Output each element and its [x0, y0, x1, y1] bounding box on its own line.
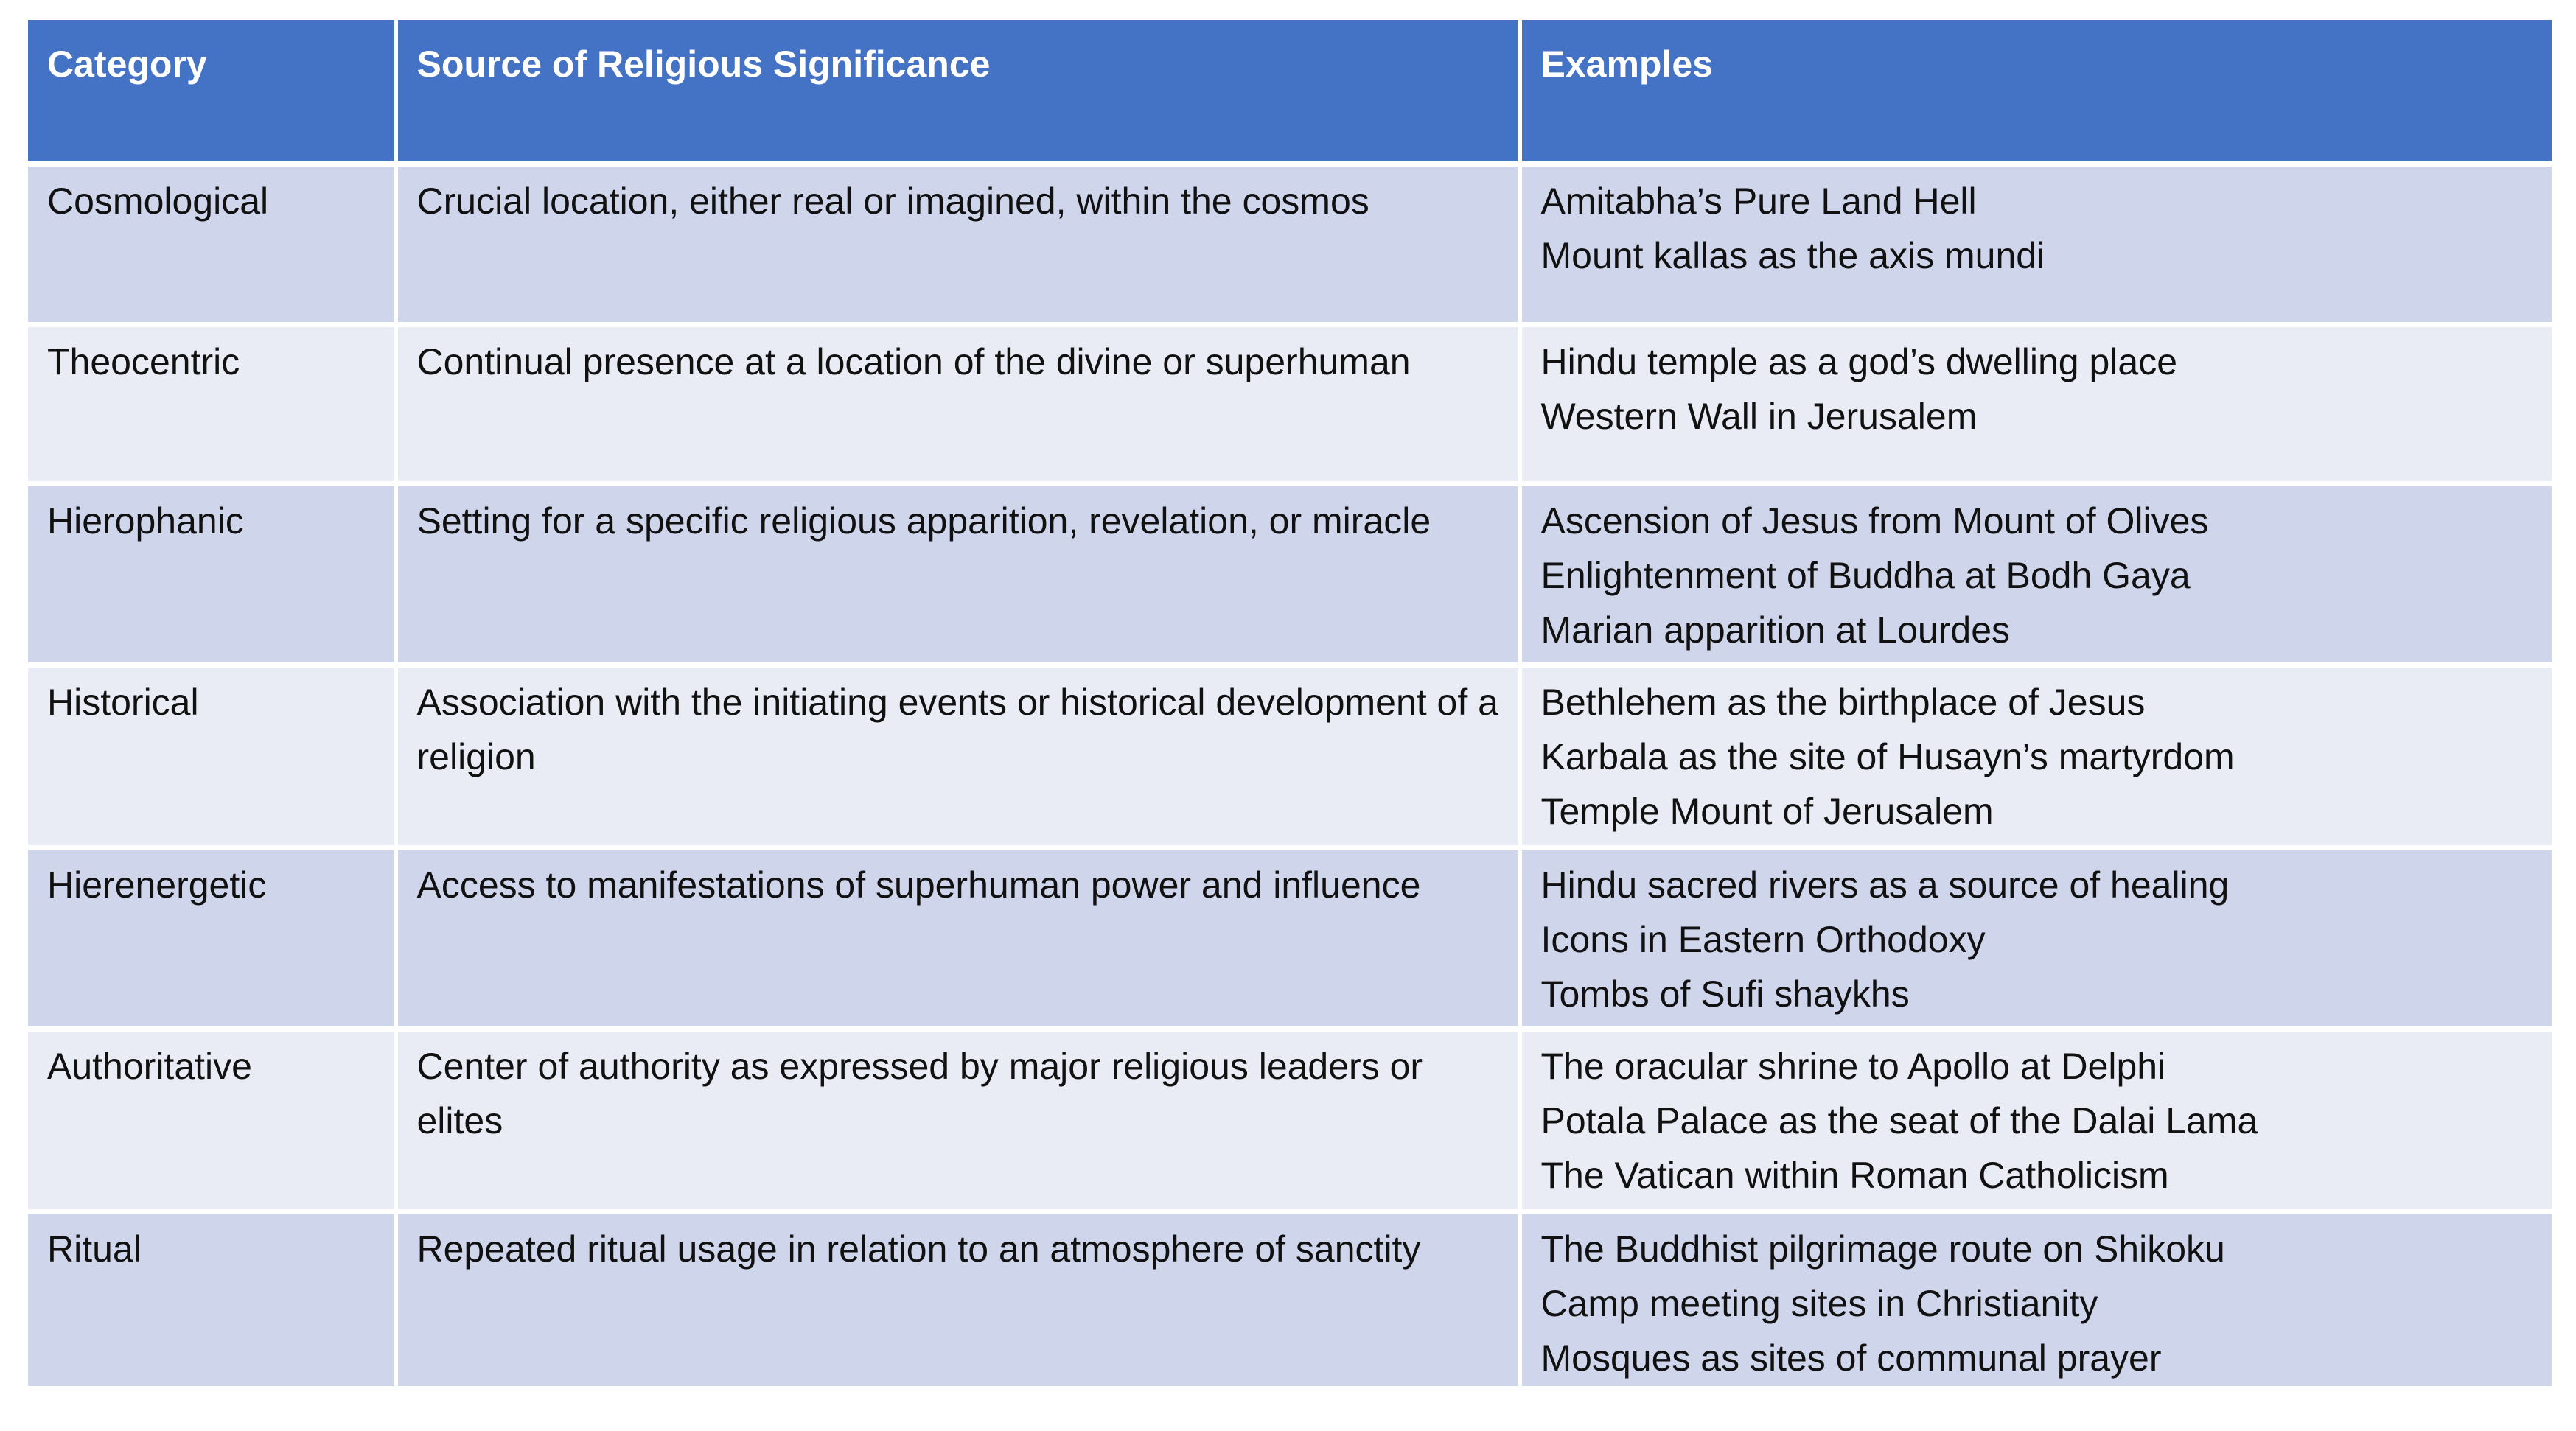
- table-header-row: [28, 20, 2552, 164]
- category-cell: Historical: [28, 665, 396, 847]
- category-cell: Hierenergetic: [28, 847, 396, 1029]
- sacred-sites-table: [28, 20, 2552, 1391]
- example-item: Hindu temple as a god’s dwelling place: [1540, 340, 2178, 382]
- source-cell: Continual presence at a location of the divine or superhuman: [396, 324, 1520, 483]
- example-item: Amitabha’s Pure Land Hell: [1540, 180, 1977, 222]
- examples-cell: [1520, 324, 2552, 483]
- table-row: [28, 164, 2552, 324]
- source-cell: Association with the initiating events or historical development of a religion: [396, 665, 1520, 847]
- example-item: Enlightenment of Buddha at Bodh Gaya: [1540, 554, 2191, 596]
- table-row: [28, 1029, 2552, 1211]
- example-item: Mosques as sites of communal prayer: [1540, 1337, 2162, 1379]
- examples-cell: [1520, 847, 2552, 1029]
- examples-cell: [1520, 1211, 2552, 1388]
- table-row: [28, 847, 2552, 1029]
- example-item: Icons in Eastern Orthodoxy: [1540, 918, 1986, 960]
- header-source: Source of Religious Significance: [396, 20, 1520, 164]
- category-cell: Cosmological: [28, 164, 396, 324]
- example-item: Potala Palace as the seat of the Dalai Lama: [1540, 1099, 2258, 1141]
- example-item: Bethlehem as the birthplace of Jesus: [1540, 681, 2146, 723]
- example-item: Mount kallas as the axis mundi: [1540, 234, 2045, 276]
- table-row: [28, 324, 2552, 483]
- examples-cell: [1520, 483, 2552, 665]
- example-item: Temple Mount of Jerusalem: [1540, 790, 1994, 832]
- header-category: Category: [28, 20, 396, 164]
- header-examples: Examples: [1520, 20, 2552, 164]
- examples-cell: [1520, 1029, 2552, 1211]
- example-item: Western Wall in Jerusalem: [1540, 395, 1978, 437]
- category-cell: Theocentric: [28, 324, 396, 483]
- source-cell: Repeated ritual usage in relation to an atmosphere of sanctity: [396, 1211, 1520, 1388]
- example-item: Tombs of Sufi shaykhs: [1540, 973, 1910, 1015]
- example-item: Ascension of Jesus from Mount of Olives: [1540, 500, 2209, 542]
- examples-cell: [1520, 164, 2552, 324]
- example-item: The Buddhist pilgrimage route on Shikoku: [1540, 1228, 2225, 1270]
- example-item: The Vatican within Roman Catholicism: [1540, 1154, 2169, 1196]
- table-row: [28, 1211, 2552, 1388]
- example-item: Camp meeting sites in Christianity: [1540, 1282, 2098, 1324]
- category-cell: Authoritative: [28, 1029, 396, 1211]
- example-item: The oracular shrine to Apollo at Delphi: [1540, 1045, 2166, 1087]
- example-item: Hindu sacred rivers as a source of healing: [1540, 864, 2230, 906]
- source-cell: Crucial location, either real or imagined, within the cosmos: [396, 164, 1520, 324]
- example-item: Marian apparition at Lourdes: [1540, 609, 2010, 651]
- examples-cell: [1520, 665, 2552, 847]
- example-item: Karbala as the site of Husayn’s martyrdom: [1540, 735, 2235, 777]
- category-cell: Hierophanic: [28, 483, 396, 665]
- source-cell: Access to manifestations of superhuman power and influence: [396, 847, 1520, 1029]
- source-cell: Setting for a specific religious apparition, revelation, or miracle: [396, 483, 1520, 665]
- source-cell: Center of authority as expressed by major religious leaders or elites: [396, 1029, 1520, 1211]
- category-cell: Ritual: [28, 1211, 396, 1388]
- table-row: [28, 483, 2552, 665]
- table-row: [28, 665, 2552, 847]
